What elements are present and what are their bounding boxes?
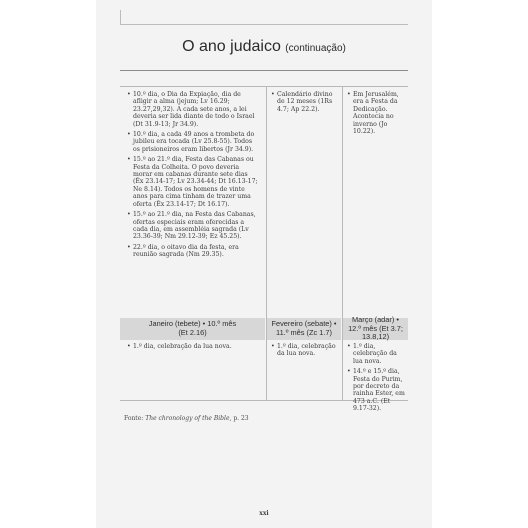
lower-cell-col2 [270,343,338,361]
month-header-marco-label: Março (adar) • 12.º mês (Et 3.7; 13.8,12) [348,315,403,342]
list-item: • 1.º dia, celebração da lua nova. [346,343,408,365]
lower-list-col3 [346,343,408,413]
month-header-marco [343,315,408,342]
upper-list-col2 [270,91,338,113]
top-tick-mark [120,10,121,24]
upper-cell-col3 [346,91,408,138]
book-page [96,0,432,528]
list-item: • 1.º dia, celebração da lua nova. [126,343,260,350]
source-footnote [124,415,249,422]
footnote-source-title: The chronology of the Bible [145,415,230,422]
list-item: • 10.º dia, o Dia da Expiação, dia de afligir a alma (jejum; Lv 16.29; 23.27,29,32). A cada sete anos, a lei deveria ser lida diante de todo o Israel (Dt 31.9-13; Jr 34.9). [126,91,260,128]
page-title [96,38,432,56]
page-title-sub: (continuação) [285,43,346,54]
lower-list-col2 [270,343,338,358]
month-header-fevereiro-label: Fevereiro (sebate) • 11.º mês (Zc 1.7) [271,319,337,337]
upper-cell-col1 [126,91,260,262]
footnote-suffix: , p. 23 [229,415,249,422]
list-item: • Em Jerusalém, era a Festa da Dedicação. Acontecia no inverno (Jo 10.22). [346,91,408,135]
list-item: • 14.º e 15.º dia, Festa do Purim, por decreto da rainha Ester, em 473 a.C. (Et 9.17-32). [346,368,408,412]
upper-cell-col2 [270,91,338,116]
lower-list-col1 [126,343,260,350]
lower-cell-col1 [126,343,260,353]
month-header-fevereiro [267,318,341,340]
page-title-main: O ano judaico [182,38,281,55]
month-header-janeiro-label: Janeiro (tebete) • 10.º mês (Et 2.16) [148,319,237,337]
list-item: • 15.º ao 21.º dia, Festa das Cabanas ou Festa da Colheita. O povo deveria morar em cabanas durante sete dias (Êx 23.14-17; Lv 23.34-44; Dt 16.13-17; Ne 8.14). Todos os homens de vinte anos para cima tinham de trazer uma oferta (Êx 23.14-17; Dt 16.17). [126,156,260,208]
list-item: • 15.º ao 21.º dia, na Festa das Cabanas, ofertas especiais eram oferecidas a cada dia, em assembléia sagrada (Lv 23.36-39; Nm 29.12-39; Ez 45.25). [126,211,260,241]
upper-list-col1 [126,91,260,259]
page-number: xxi [259,510,269,517]
list-item: • 10.º dia, a cada 49 anos a trombeta do jubileu era tocada (Lv 25.8-55). Todos os prisioneiros eram libertos (Jr 34.9). [126,131,260,153]
month-header-janeiro [120,318,265,340]
list-item: • 1.º dia, celebração da lua nova. [270,343,338,358]
table-top-border [120,86,408,87]
column-divider-2 [342,86,343,400]
lower-cell-col3 [346,343,408,416]
list-item: • 22.º dia, o oitavo dia da festa, era reunião sagrada (Nm 29.35). [126,244,260,259]
upper-list-col3 [346,91,408,135]
title-rule [120,70,408,71]
footnote-prefix: Fonte: [124,415,146,422]
top-rule [120,24,408,25]
column-divider-1 [266,86,267,400]
list-item: • Calendário divino de 12 meses (1Rs 4.7; Ap 22.2). [270,91,338,113]
